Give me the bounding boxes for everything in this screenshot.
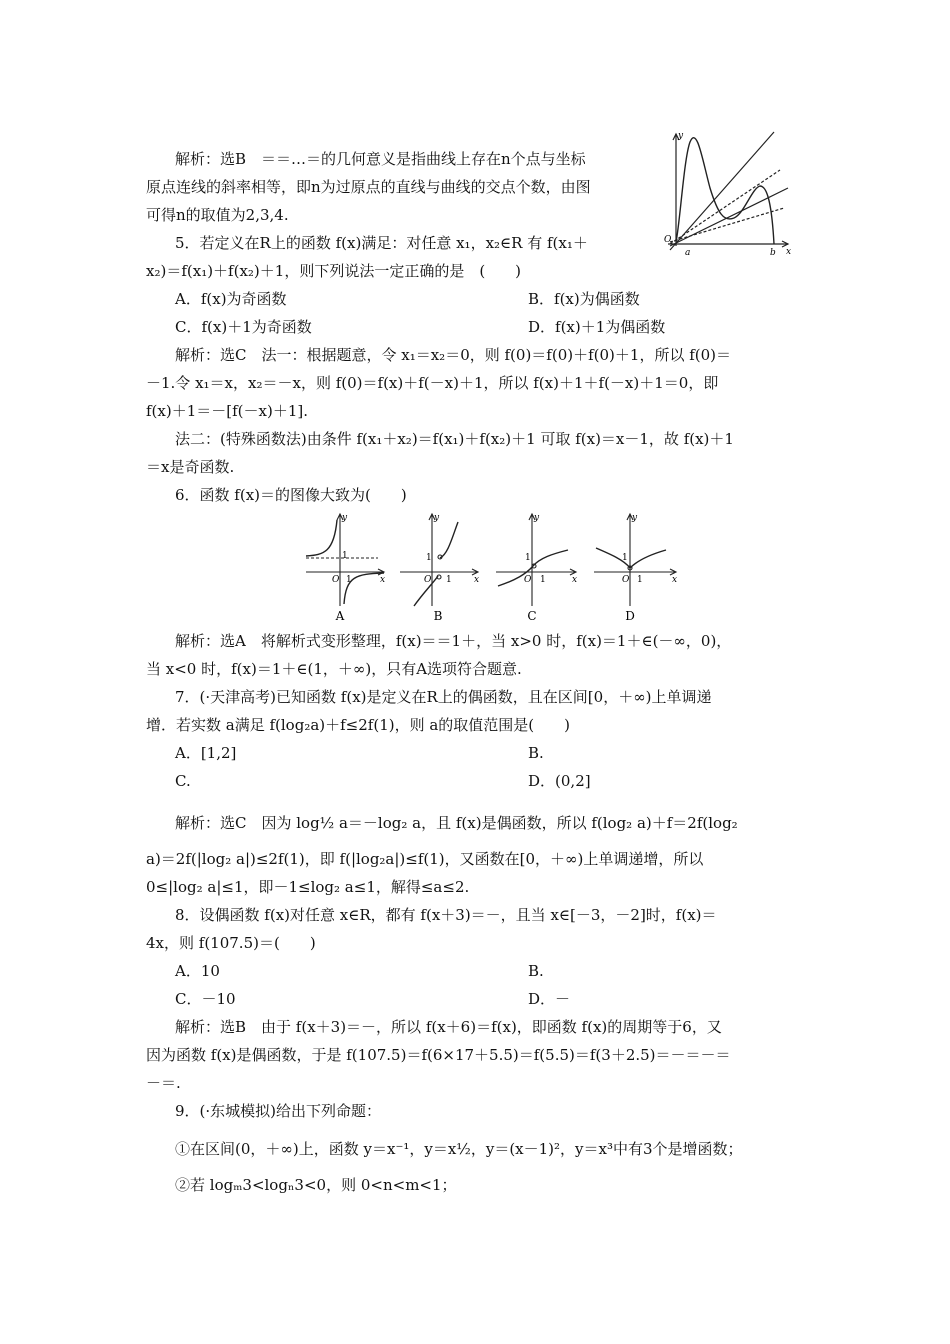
option-c: C. <box>175 772 191 790</box>
one-label: 1 <box>540 575 546 585</box>
curve-right <box>533 550 568 566</box>
one-label: 1 <box>637 575 643 585</box>
origin-label: O <box>664 235 672 245</box>
option-d: D．－ <box>528 990 571 1008</box>
option-b: B．f(x)为偶函数 <box>528 290 640 308</box>
dashed-line-1 <box>670 170 780 244</box>
one-label: 1 <box>446 575 452 585</box>
option-a: A．10 <box>175 962 220 980</box>
option-d: D．(0,2] <box>528 772 591 790</box>
middle-line <box>670 188 788 246</box>
curve-intersection-figure <box>660 128 800 260</box>
text-line: －1.令 x₁＝x，x₂＝－x，则 f(0)＝f(x)＋f(－x)＋1，所以 f(x)＋1＋f(－x)＋1＝0，即 <box>146 374 719 392</box>
text-line: 原点连线的斜率相等，即n为过原点的直线与曲线的交点个数，由图 <box>146 178 591 196</box>
text-line: 8．设偶函数 f(x)对任意 x∈R，都有 f(x＋3)＝－，且当 x∈[－3，－2]时，f(x)＝ <box>175 906 717 924</box>
text-line: 法二：(特殊函数法)由条件 f(x₁＋x₂)＝f(x₁)＋f(x₂)＋1 可取 f(x)＝x－1，故 f(x)＋1 <box>175 430 734 448</box>
text-line: 0≤|log₂ a|≤1，即－1≤log₂ a≤1，解得≤a≤2. <box>146 878 470 896</box>
text-line: x₂)＝f(x₁)＋f(x₂)＋1，则下列说法一定正确的是 ( ) <box>146 262 522 280</box>
y-label: y <box>678 131 684 141</box>
y-label: y <box>534 513 540 523</box>
y-label: y <box>434 513 440 523</box>
option-a: A．f(x)为奇函数 <box>175 290 287 308</box>
y-label: y <box>632 513 638 523</box>
one-label: 1 <box>346 575 352 585</box>
one-label: 1 <box>342 551 348 561</box>
text-line: 增．若实数 a满足 f(log₂a)＋f≤2f(1)，则 a的取值范围是( ) <box>146 716 571 734</box>
steep-line <box>670 132 774 250</box>
option-b: B. <box>528 962 544 980</box>
text-line: ＝x是奇函数. <box>146 458 235 476</box>
graph-label-c: C <box>527 609 537 623</box>
curve <box>676 138 774 244</box>
text-line: 6．函数 f(x)＝的图像大致为( ) <box>175 486 407 504</box>
text-line: －＝. <box>146 1074 181 1092</box>
curve-right <box>630 550 666 568</box>
option-d: D．f(x)＋1为偶函数 <box>528 318 666 336</box>
graph-d <box>594 514 676 606</box>
text-line: ①在区间(0，＋∞)上，函数 y＝x⁻¹，y＝x½，y＝(x－1)²，y＝x³中有3个是增函数； <box>175 1140 743 1158</box>
text-line: 解析：选C 因为 log½ a＝－log₂ a，且 f(x)是偶函数，所以 f(log₂ a)＋f＝2f(log₂ <box>175 814 738 832</box>
option-c: C．－10 <box>175 990 236 1008</box>
x-label: x <box>786 247 792 257</box>
text-line: 当 x<0 时，f(x)＝1＋∈(1，＋∞)，只有A选项符合题意. <box>146 660 522 678</box>
text-line: f(x)＋1＝－[f(－x)＋1]. <box>146 402 308 420</box>
option-b: B. <box>528 744 544 762</box>
dashed-line-2 <box>670 208 784 242</box>
origin-label: O <box>622 575 630 585</box>
x-label: x <box>572 575 578 585</box>
origin-label: O <box>332 575 340 585</box>
b-label: b <box>770 248 776 258</box>
text-line: 解析：选A 将解析式变形整理，f(x)＝＝1＋，当 x>0 时，f(x)＝1＋∈(－∞，0)， <box>175 632 732 650</box>
text-line: 解析：选B ＝＝…＝的几何意义是指曲线上存在n个点与坐标 <box>175 150 586 168</box>
text-line: a)＝2f(|log₂ a|)≤2f(1)，即 f(|log₂a|)≤f(1)，又函数在[0，＋∞)上单调递增，所以 <box>146 850 704 868</box>
origin-label: O <box>524 575 532 585</box>
x-label: x <box>474 575 480 585</box>
one-label: 1 <box>622 553 628 563</box>
text-line: 解析：选B 由于 f(x＋3)＝－，所以 f(x＋6)＝f(x)，即函数 f(x)的周期等于6，又 <box>175 1018 722 1036</box>
one-label: 1 <box>525 553 531 563</box>
curve-right <box>440 522 458 558</box>
choice-graphs <box>300 508 690 626</box>
text-line: 因为函数 f(x)是偶函数，于是 f(107.5)＝f(6×17＋5.5)＝f(5.5)＝f(3＋2.5)＝－＝－＝ <box>146 1046 731 1064</box>
origin-label: O <box>424 575 432 585</box>
x-label: x <box>672 575 678 585</box>
graph-label-b: B <box>433 609 443 623</box>
one-label: 1 <box>426 553 432 563</box>
option-c: C．f(x)＋1为奇函数 <box>175 318 312 336</box>
graph-label-d: D <box>625 609 635 623</box>
text-line: ②若 logₘ3<logₙ3<0，则 0<n<m<1； <box>175 1176 457 1194</box>
y-label: y <box>342 513 348 523</box>
graph-c <box>496 514 576 606</box>
text-line: 4x，则 f(107.5)＝( ) <box>146 934 316 952</box>
text-line: 5．若定义在R上的函数 f(x)满足：对任意 x₁，x₂∈R 有 f(x₁＋ <box>175 234 588 252</box>
a-label: a <box>685 248 691 258</box>
text-line: 9．(·东城模拟)给出下列命题： <box>175 1102 382 1120</box>
graph-b <box>400 514 478 606</box>
option-a: A．[1,2] <box>175 744 237 762</box>
text-line: 7．(·天津高考)已知函数 f(x)是定义在R上的偶函数，且在区间[0，＋∞)上单调递 <box>175 688 712 706</box>
text-line: 解析：选C 法一：根据题意，令 x₁＝x₂＝0，则 f(0)＝f(0)＋f(0)＋1，所以 f(0)＝ <box>175 346 732 364</box>
x-label: x <box>380 575 386 585</box>
graph-label-a: A <box>335 609 345 623</box>
text-line: 可得n的取值为2,3,4. <box>146 206 289 224</box>
curve-left <box>306 520 337 556</box>
